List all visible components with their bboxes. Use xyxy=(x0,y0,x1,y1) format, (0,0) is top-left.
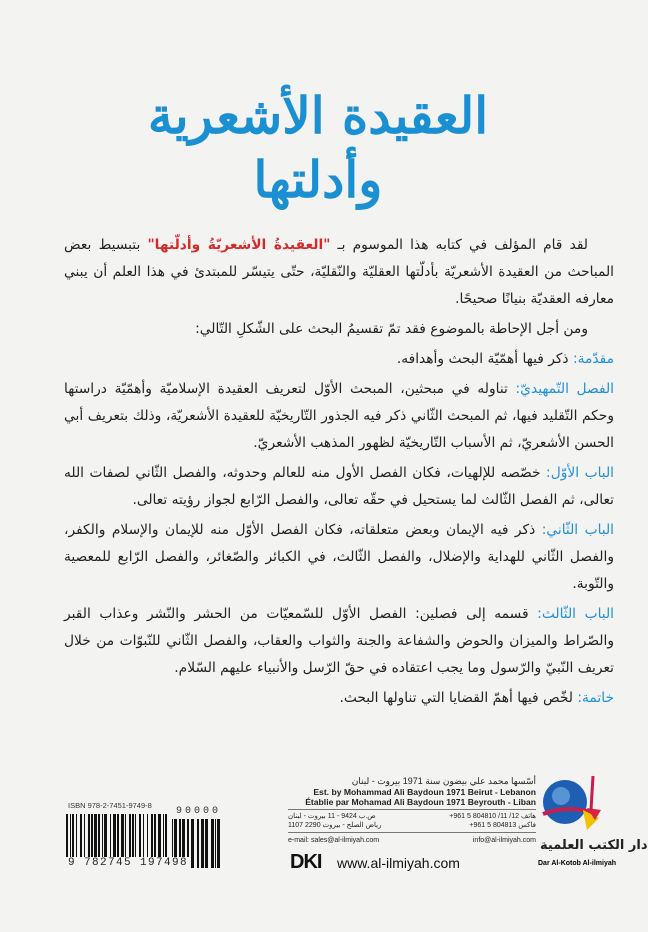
section-label: خاتمة: xyxy=(577,690,614,706)
section-label: الباب الثّاني: xyxy=(541,522,614,538)
info-email: info@al-ilmiyah.com xyxy=(472,837,536,844)
section-part-2 xyxy=(64,517,614,598)
barcode-number: 9 782745 197498 xyxy=(68,857,189,869)
barcode-bar xyxy=(197,819,199,868)
email-row xyxy=(288,836,536,845)
barcode-bar xyxy=(201,819,204,868)
section-text: ذكر فيه الإيمان وبعض متعلقاته، فكان الفصل الأوّل منه للإيمان والإسلام والكفر، والفصل الثّاني للهداية والإضلال، والفصل الثّالث، في الكبائر والصّغائر، والفصل الرّابع للمعصية والتّوبة. xyxy=(64,522,614,592)
publisher-info xyxy=(288,776,536,845)
barcode-bar xyxy=(205,819,208,868)
barcode-addon-number: 90000 xyxy=(176,806,222,817)
website: www.al-ilmiyah.com xyxy=(337,855,460,871)
blurb xyxy=(64,232,614,715)
po-box: ص.ب 9424 - 11 بيروت - لبنان xyxy=(288,813,376,820)
founded-fr: Établie par Mohamad Ali Baydoun 1971 Beyrouth - Liban xyxy=(305,797,536,807)
barcode-bar xyxy=(215,819,216,868)
intro-text: لقد قام المؤلف في كتابه هذا الموسوم بـ xyxy=(330,237,588,253)
address: رياض الصلح - بيروت 2290 1107 xyxy=(288,822,382,829)
fax: فاكس 804813 5 961+ xyxy=(469,822,536,829)
dki-logo-text: DKI xyxy=(290,851,322,873)
section-label: مقدّمة: xyxy=(572,351,614,367)
phone: هاتف 12/ 11/ 804810 5 961+ xyxy=(449,813,536,820)
section-intro xyxy=(64,346,614,373)
section-part-1 xyxy=(64,460,614,514)
section-label: الباب الثّالث: xyxy=(537,606,614,622)
isbn-text: ISBN 978-2-7451-9749-8 xyxy=(68,801,152,810)
intro-paragraph xyxy=(64,232,614,313)
barcode-bar xyxy=(211,819,214,868)
highlighted-title: "العقيدةُ الأشعريّةُ وأدلّتها" xyxy=(147,237,331,253)
founded-ar: أسّسها محمد علي بيضون سنة 1971 بيروت - لبنان xyxy=(351,776,536,786)
section-part-3 xyxy=(64,601,614,682)
publisher-name-en: Dar Al-Kotob Al-ilmiyah xyxy=(538,860,617,867)
section-text: خصّصه للإلهيات، فكان الفصل الأول منه للعالم وحدوثه، والفصل الثّاني لصفات الله تعالى، ثم الفصل الثّالث لما يستحيل في حقّه تعالى، والفصل الرّابع لجواز رؤيته تعالى. xyxy=(64,465,614,508)
contact-row xyxy=(288,812,536,821)
section-text: قسمه إلى فصلين: الفصل الأوّل للسّمعيّات من الحشر والنّشر وعذاب القبر والصّراط والميزان والحوض والشفاعة والجنة والثواب والعقاب، والفصل الثّاني للنّبوّات من خلال تعريف النّبيّ والرّسول وما يجب اعتقاده في حقّ الرّسل والأنبياء عليهم السّلام. xyxy=(64,606,614,676)
section-preliminary xyxy=(64,376,614,457)
section-conclusion xyxy=(64,685,614,712)
section-text: ذكر فيها أهمّيّة البحث وأهدافه. xyxy=(396,351,573,367)
divider xyxy=(288,809,536,810)
division-paragraph: ومن أجل الإحاطة بالموضوع فقد تمّ تقسيمُ البحث على الشّكلِ التّالي: xyxy=(195,321,588,337)
section-text: تناوله في مبحثين، المبحث الأوّل لتعريف العقيدة الإسلاميّة وأهمّيّة دراستها وحكم التّقليد فيها، ثم المبحث الثّاني ذكر فيه الجذور التّاريخيّة للعقيدة الأشعريّة، وذلك بتعريف أبي الحسن الأشعريّ، ثم الأسباب التّاريخيّة لظهور المذهب الأشعريّ. xyxy=(64,381,614,451)
publisher-name-ar: دار الكتب العلمية xyxy=(540,838,648,853)
section-text: لخّص فيها أهمّ القضايا التي تناولها البحث. xyxy=(339,690,578,706)
barcode-bar xyxy=(217,819,220,868)
sales-email: e-mail: sales@al-ilmiyah.com xyxy=(288,837,380,844)
section-label: الباب الأوّل: xyxy=(546,465,614,481)
globe-logo-icon xyxy=(535,774,605,834)
barcode-bar xyxy=(191,819,194,868)
founded-en: Est. by Mohammad Ali Baydoun 1971 Beirut - Lebanon xyxy=(313,787,536,797)
intro-text-end: بتبسيط بعض المباحث من العقيدة الأشعريّة بأدلّتها العقليّة والنّقليّة، حتّى يتيسّر للمبتدئ في هذا العلم أن يبني معارفه العقديّة بنيانًا صحيحًا. xyxy=(64,237,614,307)
section-label: الفصل التّمهيديّ: xyxy=(515,381,614,397)
book-title: العقيدة الأشعرية xyxy=(147,86,489,145)
divider xyxy=(288,832,536,833)
contact-row xyxy=(288,821,536,830)
book-title-line2: وأدلتها xyxy=(253,150,383,209)
